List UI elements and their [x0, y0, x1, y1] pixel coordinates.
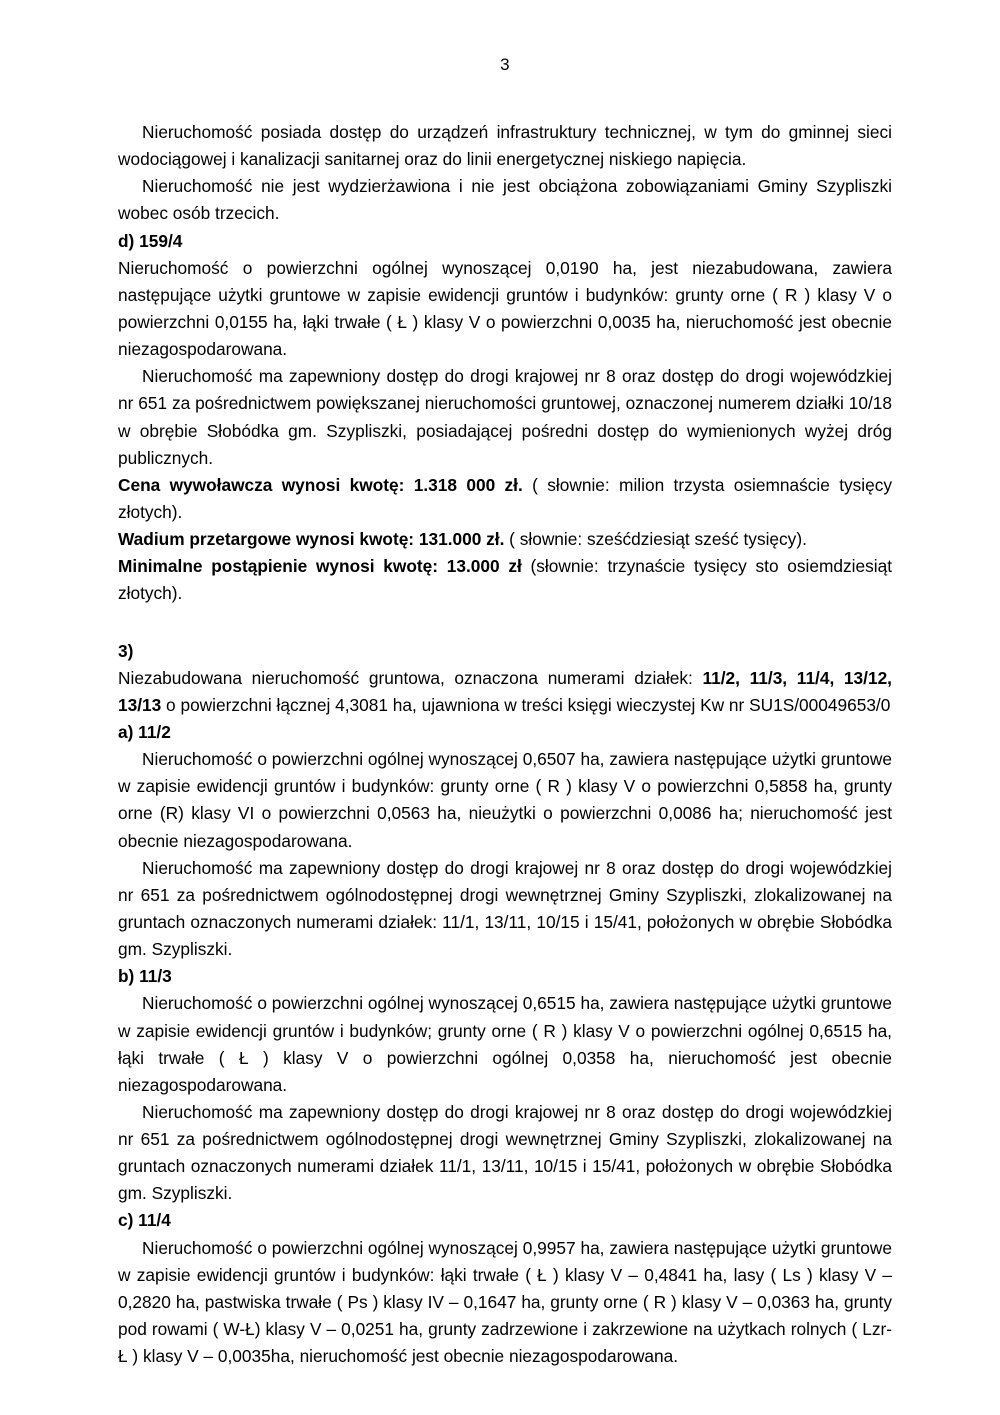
subsection-label-b-11-3 — [118, 963, 892, 990]
body-text: ( słownie: milion trzysta osiemnaście tysięcy złotych). — [118, 474, 893, 522]
paragraph-not-leased — [118, 173, 892, 227]
body-text: Nieruchomość posiada dostęp do urządzeń infrastruktury technicznej, w tym do gminnej sieci wodociągowej i kanalizacji sanitarnej oraz do linii energetycznej niskiego napięcia. — [118, 122, 892, 170]
paragraph-c-description — [118, 1235, 892, 1371]
body-text: Nieruchomość ma zapewniony dostęp do drogi krajowej nr 8 oraz dostęp do drogi wojewódzkiej nr 651 za pośrednictwem ogólnodostępnej drogi wewnętrznej Gminy Szypliszki, zlokalizowanej na gruntach oznaczonych numerami działek 11/1, 13/11, 10/15 i 15/41, położonych w obrębie Słobódka gm. Szypliszki. — [118, 1101, 892, 1204]
paragraph-a-access — [118, 855, 892, 964]
paragraph-minimum-bid — [118, 553, 892, 607]
paragraph-d-access — [118, 363, 892, 472]
body-text: Niezabudowana nieruchomość gruntowa, oznaczona numerami działek: — [118, 667, 703, 688]
emphasis-text: Minimalne postąpienie wynosi kwotę: 13.000 zł — [118, 556, 522, 577]
paragraph-b-description — [118, 990, 892, 1099]
body-text: o powierzchni łącznej 4,3081 ha, ujawniona w treści księgi wieczystej Kw nr SU1S/00049653/0 — [161, 694, 891, 715]
body-text: Nieruchomość o powierzchni ogólnej wynoszącej 0,9957 ha, zawiera następujące użytki gruntowe w zapisie ewidencji gruntów i budynków: łąki trwałe ( Ł ) klasy V – 0,4841 ha, lasy ( Ls ) klasy V – 0,2820 ha, pastwiska trwałe ( Ps ) klasy IV – 0,1647 ha, grunty orne ( R ) klasy V – 0,0363 ha, grunty pod rowami ( W-Ł) klasy V – 0,0251 ha, grunty zadrzewione i zakrzewione na użytkach rolnych ( Lzr-Ł ) klasy V – 0,0035ha, nieruchomość jest obecnie niezagospodarowana. — [118, 1237, 892, 1367]
body-text: d) 159/4 — [118, 230, 183, 251]
body-text: 3) — [118, 640, 134, 661]
paragraph-spacer — [118, 608, 892, 638]
emphasis-text: Wadium przetargowe wynosi kwotę: 131.000 zł. — [118, 529, 505, 550]
body-text: Nieruchomość nie jest wydzierżawiona i nie jest obciążona zobowiązaniami Gminy Szypliszki wobec osób trzecich. — [118, 176, 892, 224]
paragraph-deposit — [118, 526, 892, 553]
paragraph-starting-price — [118, 472, 892, 526]
body-text: Nieruchomość ma zapewniony dostęp do drogi krajowej nr 8 oraz dostęp do drogi wojewódzkiej nr 651 za pośrednictwem powiększanej nieruchomości gruntowej, oznaczonej numerem działki 10/18 w obrębie Słobódka gm. Szypliszki, posiadającej pośredni dostęp do wymienionych wyżej dróg publicznych. — [118, 366, 892, 468]
section-label-3 — [118, 638, 892, 665]
paragraph-d-description — [118, 255, 892, 364]
emphasis-text: Cena wywoławcza wynosi kwotę: 1.318 000 zł. — [118, 474, 523, 495]
emphasis-text: 11/2, 11/3, 11/4, 13/12, 13/13 — [118, 667, 892, 715]
body-text: ( słownie: sześćdziesiąt sześć tysięcy). — [504, 529, 807, 550]
paragraph-section3-description — [118, 665, 892, 719]
body-text: b) 11/3 — [118, 966, 172, 987]
subsection-label-c-11-4 — [118, 1207, 892, 1234]
document-body — [118, 119, 892, 1370]
subsection-label-a-11-2 — [118, 719, 892, 746]
body-text: Nieruchomość o powierzchni ogólnej wynoszącej 0,6507 ha, zawiera następujące użytki gruntowe w zapisie ewidencji gruntów i budynków: grunty orne ( R ) klasy V o powierzchni 0,5858 ha, grunty orne (R) klasy VI o powierzchni 0,0563 ha, nieużytki o powierzchni 0,0086 ha; nieruchomość jest obecnie niezagospodarowana. — [118, 749, 892, 851]
body-text: c) 11/4 — [118, 1210, 171, 1231]
paragraph-a-description — [118, 746, 892, 855]
subsection-label-d-159-4 — [118, 228, 892, 255]
body-text: (słownie: trzynaście tysięcy sto osiemdziesiąt złotych). — [118, 556, 892, 604]
body-text: Nieruchomość o powierzchni ogólnej wynoszącej 0,0190 ha, jest niezabudowana, zawiera następujące użytki gruntowe w zapisie ewidencji gruntów i budynków: grunty orne ( R ) klasy V o powierzchni 0,0155 ha, łąki trwałe ( Ł ) klasy V o powierzchni 0,0035 ha, nieruchomość jest obecnie niezagospodarowana. — [118, 257, 892, 360]
page-number: 3 — [500, 55, 510, 74]
body-text: a) 11/2 — [118, 721, 171, 742]
paragraph-infrastructure — [118, 119, 892, 173]
paragraph-b-access — [118, 1099, 892, 1208]
body-text: Nieruchomość o powierzchni ogólnej wynoszącej 0,6515 ha, zawiera następujące użytki gruntowe w zapisie ewidencji gruntów i budynków; grunty orne ( R ) klasy V o powierzchni ogólnej 0,6515 ha, łąki trwałe ( Ł ) klasy V o powierzchni ogólnej 0,0358 ha, nieruchomość jest obecnie niezagospodarowana. — [118, 993, 892, 1095]
body-text: Nieruchomość ma zapewniony dostęp do drogi krajowej nr 8 oraz dostęp do drogi wojewódzkiej nr 651 za pośrednictwem ogólnodostępnej drogi wewnętrznej Gminy Szypliszki, zlokalizowanej na gruntach oznaczonych numerami działek: 11/1, 13/11, 10/15 i 15/41, położonych w obrębie Słobódka gm. Szypliszki. — [118, 857, 892, 960]
